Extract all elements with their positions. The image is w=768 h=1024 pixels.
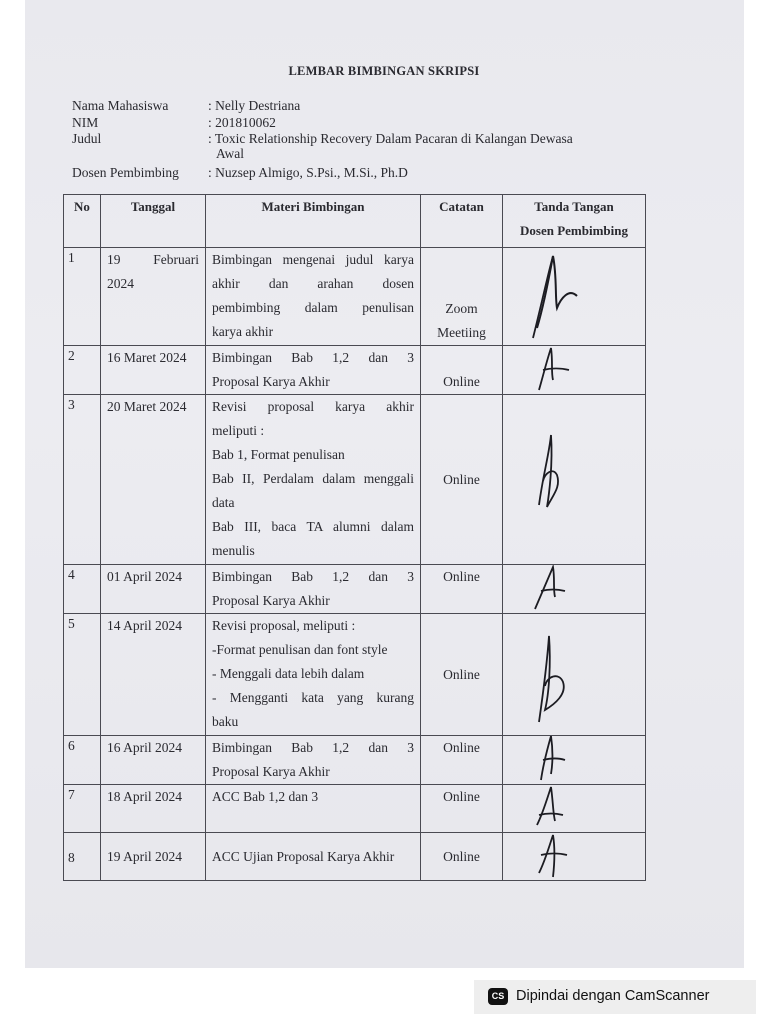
catatan-line: Meetiing — [437, 325, 486, 340]
signature-icon — [509, 248, 639, 342]
signature-icon — [509, 833, 639, 879]
cell-no: 5 — [64, 614, 101, 736]
cell-no: 2 — [64, 346, 101, 395]
cell-catatan: Online — [421, 395, 503, 565]
cell-materi — [206, 736, 421, 785]
catatan-line: Zoom — [445, 301, 478, 316]
table-row — [64, 248, 646, 346]
cell-materi — [206, 346, 421, 395]
cell-no: 1 — [64, 248, 101, 346]
materi-line: menulis — [212, 543, 255, 558]
cell-signature — [503, 346, 646, 395]
materi-line: ACC Ujian Proposal Karya Akhir — [212, 848, 395, 864]
cell-tanggal: 20 Maret 2024 — [101, 395, 206, 565]
header-tanda-tangan — [503, 195, 646, 248]
cell-catatan: Online — [421, 736, 503, 785]
cell-tanggal: 01 April 2024 — [101, 565, 206, 614]
header-no: No — [64, 195, 101, 248]
table-row — [64, 346, 646, 395]
materi-line: - Menggali data lebih dalam — [212, 666, 365, 681]
field-label: NIM — [72, 115, 99, 130]
cell-signature — [503, 614, 646, 736]
cell-no: 6 — [64, 736, 101, 785]
field-label: Judul — [72, 131, 102, 146]
table-row — [64, 565, 646, 614]
materi-line: Bimbingan Bab 1,2 dan 3 — [212, 350, 414, 365]
table-row — [64, 614, 646, 736]
materi-line: data — [212, 495, 235, 510]
camscanner-logo-icon: CS — [488, 988, 508, 1005]
materi-line: Proposal Karya Akhir — [212, 764, 330, 779]
cell-tanggal — [101, 248, 206, 346]
field-value: : Toxic Relationship Recovery Dalam Pacaran di Kalangan Dewasa — [208, 131, 573, 146]
cell-signature — [503, 833, 646, 881]
materi-line: -Format penulisan dan font style — [212, 642, 388, 657]
table-row — [64, 395, 646, 565]
document-title: LEMBAR BIMBINGAN SKRIPSI — [288, 64, 480, 78]
materi-line: baku — [212, 714, 239, 729]
materi-line: - Mengganti kata yang kurang — [212, 690, 414, 705]
materi-line: Bab III, baca TA alumni dalam — [212, 519, 414, 534]
guidance-table — [63, 194, 646, 881]
materi-line: karya akhir — [212, 324, 274, 339]
cell-tanggal: 19 April 2024 — [101, 833, 206, 881]
cell-catatan — [421, 248, 503, 346]
cell-no: 8 — [64, 833, 101, 881]
cell-signature — [503, 395, 646, 565]
materi-line: Revisi proposal, meliputi : — [212, 618, 356, 633]
cell-materi — [206, 395, 421, 565]
materi-line: Bab II, Perdalam dalam menggali — [212, 471, 414, 486]
table-row — [64, 833, 646, 881]
materi-line: Bimbingan Bab 1,2 dan 3 — [212, 740, 414, 755]
signature-icon — [509, 614, 639, 732]
materi-line: ACC Bab 1,2 dan 3 — [212, 789, 319, 804]
header-tanggal: Tanggal — [101, 195, 206, 248]
materi-line: akhir dan arahan dosen — [212, 276, 414, 291]
cell-tanggal: 16 Maret 2024 — [101, 346, 206, 395]
materi-line: pembimbing dalam penulisan — [212, 300, 414, 315]
cell-catatan: Online — [421, 346, 503, 395]
table-row — [64, 785, 646, 833]
cell-tanggal: 16 April 2024 — [101, 736, 206, 785]
signature-icon — [509, 565, 639, 611]
signature-icon — [509, 785, 639, 831]
field-value: : Nelly Destriana — [208, 98, 301, 113]
signature-icon — [509, 395, 639, 555]
materi-line: Bimbingan Bab 1,2 dan 3 — [212, 569, 414, 584]
table-row — [64, 736, 646, 785]
header-materi: Materi Bimbingan — [206, 195, 421, 248]
cell-catatan: Online — [421, 833, 503, 881]
cell-no: 7 — [64, 785, 101, 833]
materi-line: Revisi proposal karya akhir — [212, 399, 414, 414]
cell-catatan: Online — [421, 614, 503, 736]
cell-signature — [503, 248, 646, 346]
date-day: 19 — [107, 252, 121, 267]
header-ttd-line1: Tanda Tangan — [534, 199, 614, 214]
cell-materi — [206, 565, 421, 614]
field-label: Dosen Pembimbing — [72, 165, 179, 180]
field-value-continued: Awal — [216, 146, 245, 161]
date-month: Februari — [153, 252, 199, 267]
cell-materi — [206, 785, 421, 833]
cell-materi — [206, 614, 421, 736]
materi-line: Proposal Karya Akhir — [212, 593, 330, 608]
cell-no: 4 — [64, 565, 101, 614]
header-ttd-line2: Dosen Pembimbing — [520, 223, 628, 238]
camscanner-text: Dipindai dengan CamScanner — [516, 988, 710, 1004]
field-value: : Nuzsep Almigo, S.Psi., M.Si., Ph.D — [208, 165, 408, 180]
cell-signature — [503, 565, 646, 614]
cell-catatan: Online — [421, 785, 503, 833]
camscanner-footer — [474, 980, 756, 1014]
materi-line: Bimbingan mengenai judul karya — [212, 252, 414, 267]
table-header-row — [64, 195, 646, 248]
date-year: 2024 — [107, 276, 134, 291]
field-label: Nama Mahasiswa — [72, 98, 169, 113]
cell-tanggal: 14 April 2024 — [101, 614, 206, 736]
cell-tanggal: 18 April 2024 — [101, 785, 206, 833]
cell-no: 3 — [64, 395, 101, 565]
signature-icon — [509, 736, 639, 782]
cell-signature — [503, 736, 646, 785]
cell-materi — [206, 248, 421, 346]
materi-line: Proposal Karya Akhir — [212, 374, 330, 389]
materi-line: meliputi : — [212, 423, 265, 438]
cell-materi — [206, 833, 421, 881]
field-value: : 201810062 — [208, 115, 276, 130]
materi-line: Bab 1, Format penulisan — [212, 447, 345, 462]
cell-signature — [503, 785, 646, 833]
cell-catatan: Online — [421, 565, 503, 614]
signature-icon — [509, 346, 639, 392]
header-catatan: Catatan — [421, 195, 503, 248]
